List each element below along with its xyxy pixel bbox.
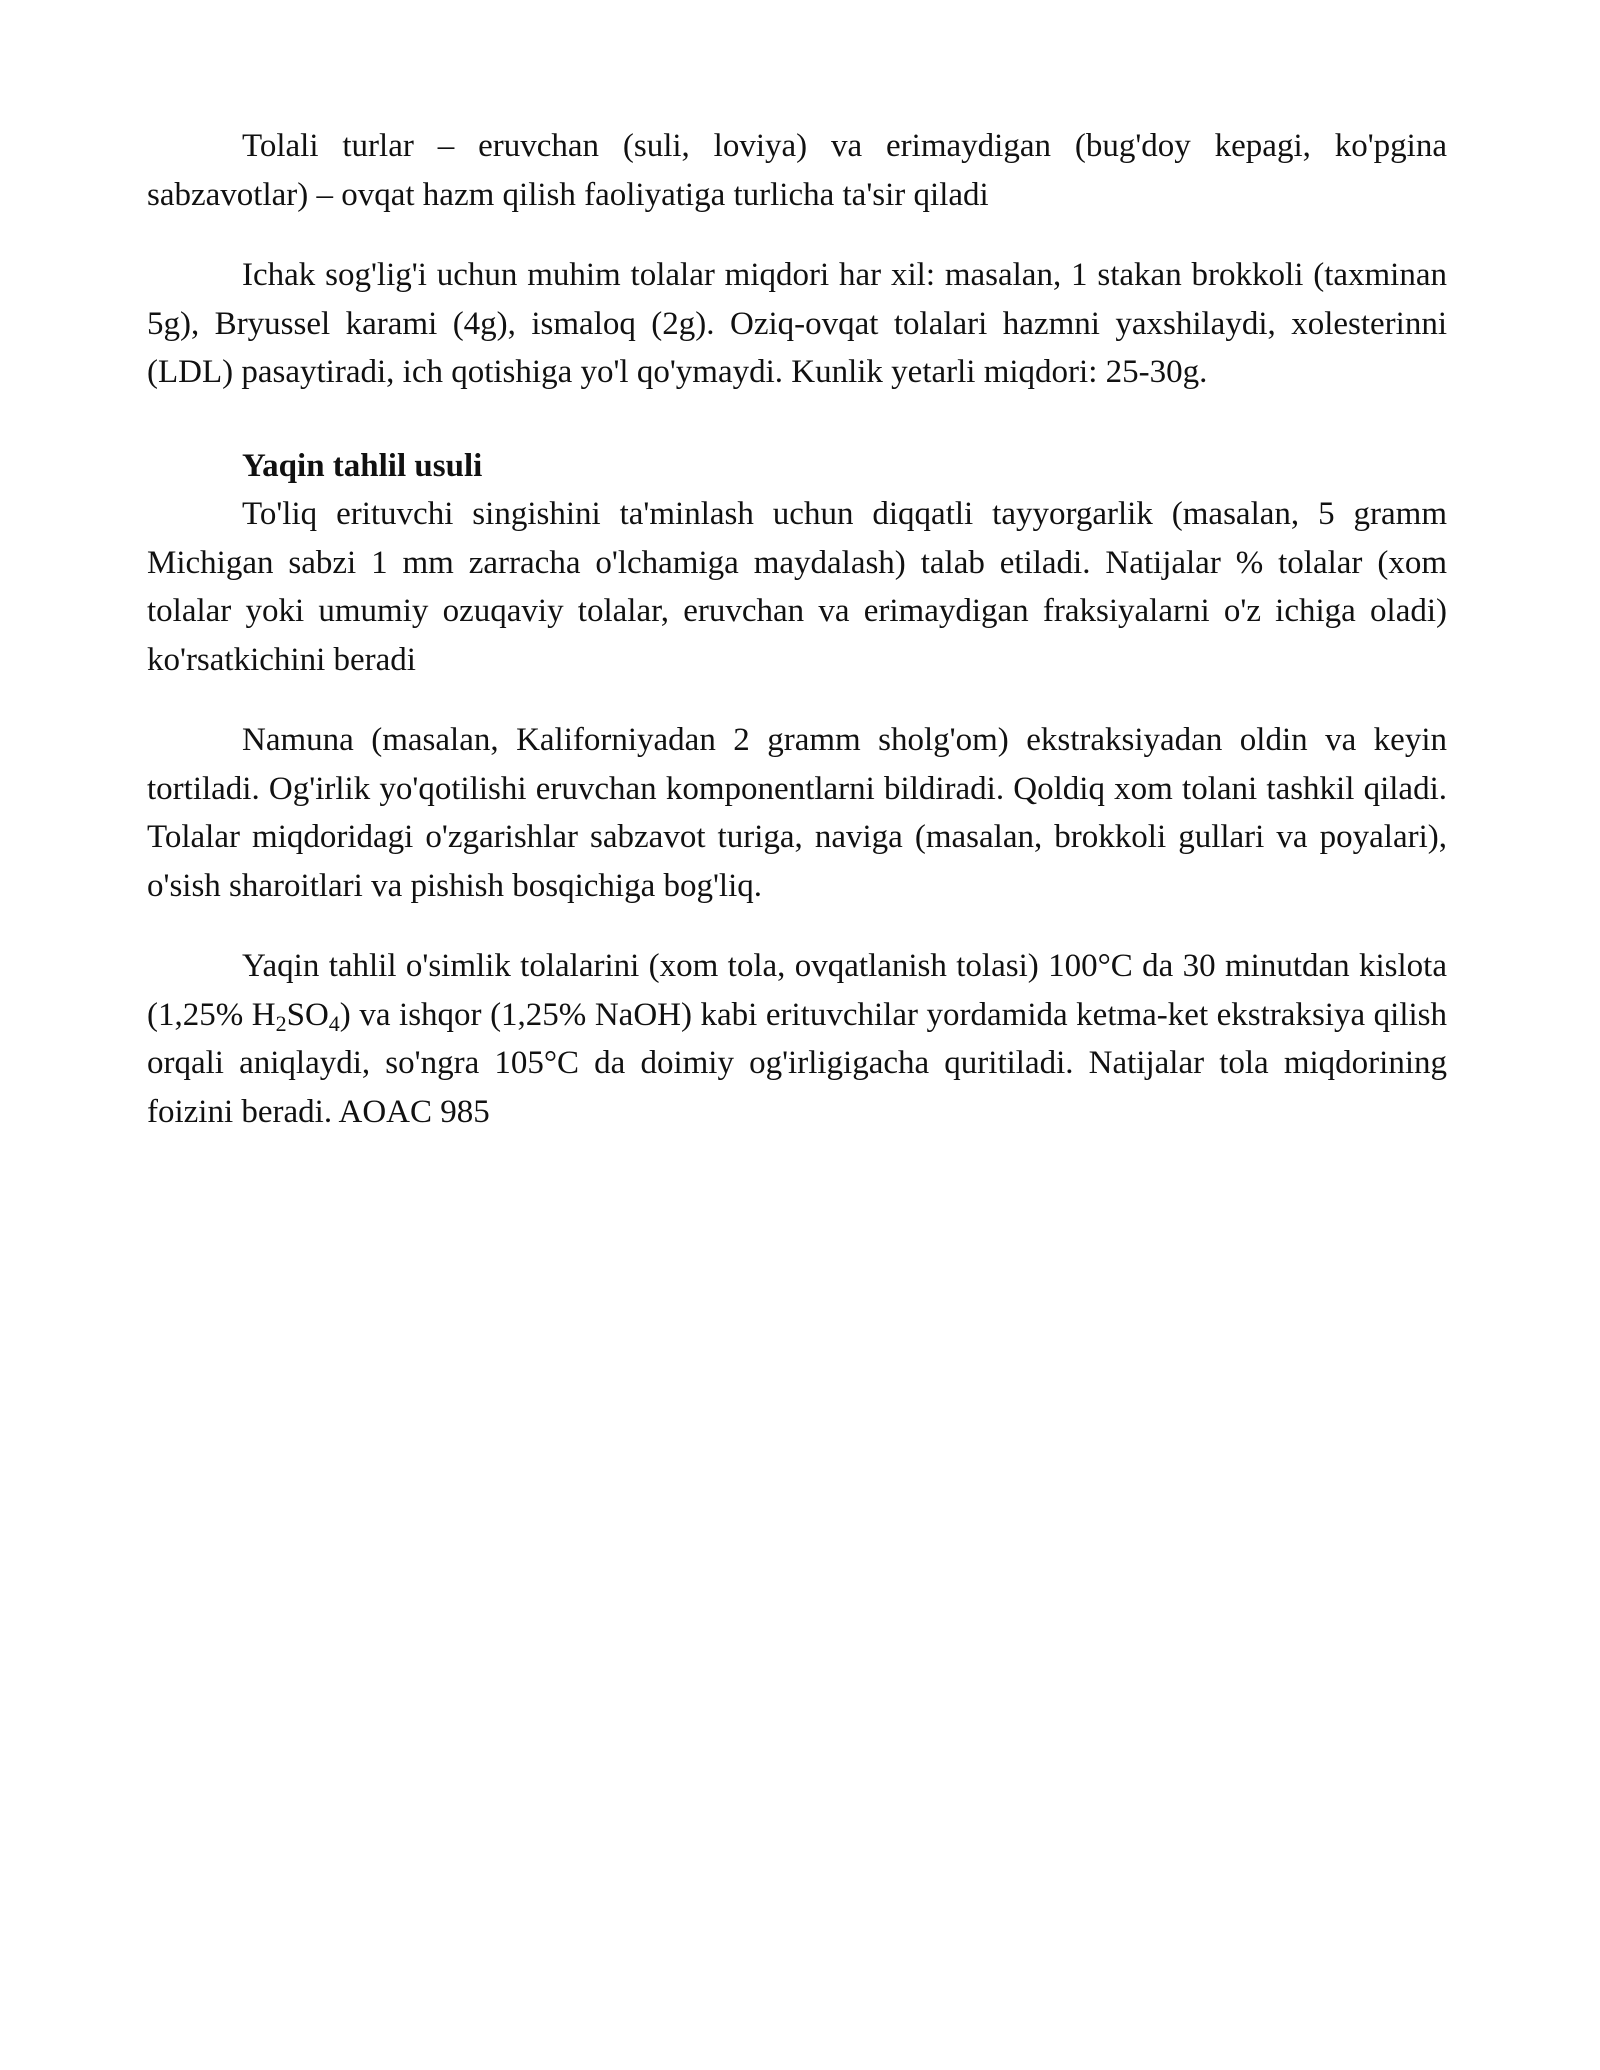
analysis-text-part-2: SO [286, 996, 329, 1033]
paragraph-gut-health: Ichak sog'lig'i uchun muhim tolalar miqdori har xil: masalan, 1 stakan brokkoli (taxminan 5g), Bryussel karami (4g), ismaloq (2g). Oziq-ovqat tolalari hazmni yaxshilaydi, xolesterinni (LDL) pasaytiradi, ich qotishiga yo'l qo'ymaydi. Kunlik yetarli miqdori: 25-30g. [147, 257, 1447, 390]
document-body [147, 122, 1447, 1136]
analysis-text-part-1: Yaqin tahlil o'simlik tolalarini (xom tola, ovqatlanish tolasi) 100°C da 30 minutdan kislota (1,25% H [147, 948, 1447, 1033]
section-heading: Yaqin tahlil usuli [242, 447, 483, 484]
paragraph-sample-weighing: Namuna (masalan, Kaliforniyadan 2 gramm sholg'om) ekstraksiyadan oldin va keyin tortiladi. Og'irlik yo'qotilishi eruvchan komponentlarni bildiradi. Qoldiq xom tolani tashkil qiladi. Tolalar miqdoridagi o'zgarishlar sabzavot turiga, naviga (masalan, brokkoli gullari va poyalari), o'sish sharoitlari va pishish bosqichiga bog'liq. [147, 722, 1447, 904]
paragraph-proximate-analysis [147, 942, 1447, 1136]
subscript-2: 2 [275, 1010, 287, 1036]
paragraph-fiber-types: Tolali turlar – eruvchan (suli, loviya) va erimaydigan (bug'doy kepagi, ko'pgina sabzavotlar) – ovqat hazm qilish faoliyatiga turlicha ta'sir qiladi [147, 128, 1447, 213]
subscript-4: 4 [328, 1010, 340, 1036]
analysis-text-part-3: ) va ishqor (1,25% NaOH) kabi erituvchilar yordamida ketma-ket ekstraksiya qilish orqali aniqlaydi, so'ngra 105°C da doimiy og'irligigacha quritiladi. Natijalar tola miqdorining foizini beradi. AOAC 985 [147, 996, 1447, 1130]
paragraph-preparation: To'liq erituvchi singishini ta'minlash uchun diqqatli tayyorgarlik (masalan, 5 gramm Michigan sabzi 1 mm zarracha o'lchamiga maydalash) talab etiladi. Natijalar % tolalar (xom tolalar yoki umumiy ozuqaviy tolalar, eruvchan va erimaydigan fraksiyalarni o'z ichiga oladi) ko'rsatkichini beradi [147, 496, 1447, 678]
